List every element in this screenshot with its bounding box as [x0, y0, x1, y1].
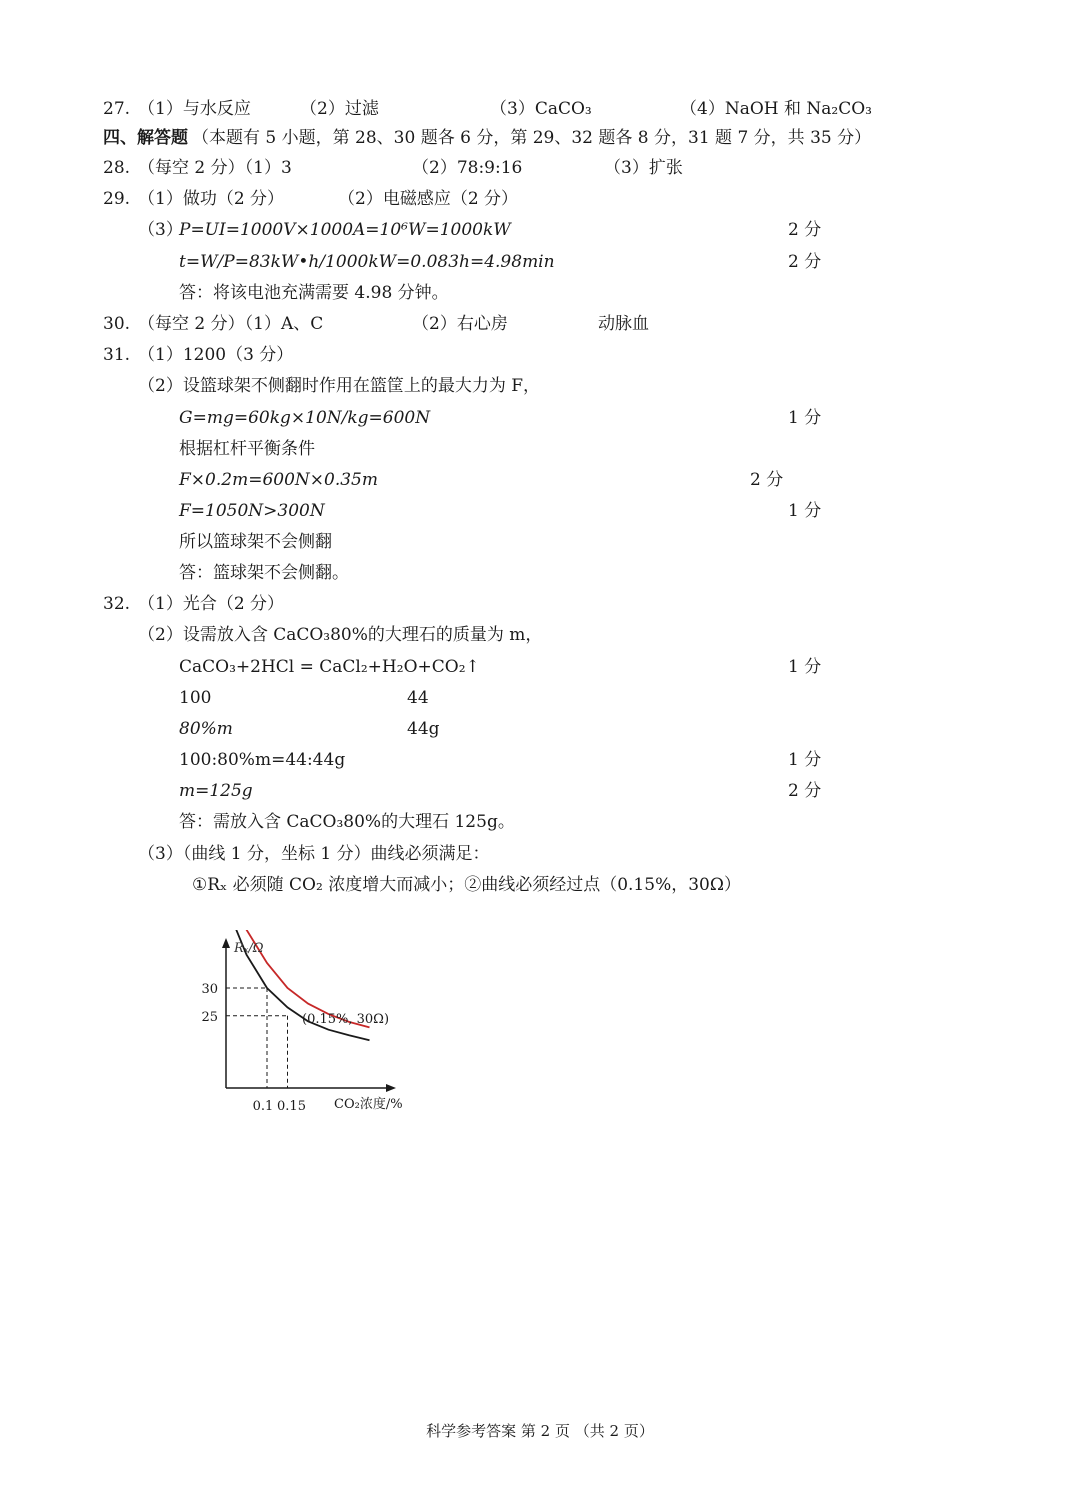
q32-part3-conditions: ①Rₓ 必须随 CO₂ 浓度增大而减小；②曲线必须经过点（0.15%，30Ω） [192, 875, 741, 895]
q32-proportion-score: 1 分 [788, 750, 822, 770]
q29-number: 29. [103, 189, 131, 209]
q31-answer-2: （2）设篮球架不侧翻时作用在篮筐上的最大力为 F， [138, 376, 541, 396]
q32-result-score: 2 分 [788, 781, 822, 801]
q31-answer-1: （1）1200（3 分） [138, 345, 294, 365]
q29-answer-1: （1）做功（2 分） [138, 189, 285, 209]
y-tick-25: 25 [201, 1009, 218, 1025]
q31-lever-formula: F×0.2m=600N×0.35m [179, 470, 378, 490]
q27-number: 27. [103, 99, 131, 119]
y-axis-label: Rₓ/Ω [234, 941, 264, 956]
q31-gravity-formula: G=mg=60kg×10N/kg=600N [179, 408, 431, 428]
q32-result: m=125g [179, 781, 253, 801]
q29-part3-prefix: （3） [138, 220, 183, 240]
q29-power-score: 2 分 [788, 220, 822, 240]
section-description: （本题有 5 小题，第 28、30 题各 6 分，第 29、32 题各 8 分，31 题 7 分，共 35 分） [192, 128, 872, 148]
q32-number: 32. [103, 594, 131, 614]
section-title: 四、解答题 [103, 128, 188, 148]
q29-power-formula: P=UI=1000V×1000A=10⁶W=1000kW [179, 220, 511, 240]
q29-answer-2: （2）电磁感应（2 分） [338, 189, 519, 209]
y-tick-30: 30 [201, 982, 218, 997]
q32-answer-2: （2）设需放入含 CaCO₃80%的大理石的质量为 m， [138, 625, 543, 645]
q31-gravity-score: 1 分 [788, 408, 822, 428]
q30-number: 30. [103, 314, 131, 334]
x-axis-label: CO₂浓度/% [334, 1097, 403, 1112]
point-annotation: (0.15%, 30Ω) [302, 1012, 390, 1027]
q29-time-score: 2 分 [788, 252, 822, 272]
q31-force-score: 1 分 [788, 501, 822, 521]
q31-lever-score: 2 分 [750, 470, 784, 490]
q30-answer-1: （每空 2 分）（1）A、C [138, 314, 324, 334]
q32-mass-unknown: 80%m [179, 719, 233, 739]
q27-answer-2: （2）过滤 [300, 99, 379, 119]
q28-number: 28. [103, 158, 131, 178]
q30-answer-3: 动脉血 [598, 314, 649, 334]
q31-lever-condition: 根据杠杆平衡条件 [179, 439, 315, 459]
resistance-co2-chart [190, 930, 430, 1120]
x-tick-0.15: 0.15 [277, 1099, 306, 1114]
x-axis-arrow [386, 1084, 396, 1092]
q32-molar-100: 100 [179, 688, 212, 708]
q31-answer-statement: 答：篮球架不会侧翻。 [179, 563, 349, 583]
q28-answer-3: （3）扩张 [604, 158, 683, 178]
q32-chemical-equation: CaCO₃+2HCl = CaCl₂+H₂O+CO₂↑ [179, 657, 480, 677]
q32-equation-score: 1 分 [788, 657, 822, 677]
q31-force-result: F=1050N>300N [179, 501, 325, 521]
q27-answer-1: （1）与水反应 [138, 99, 251, 119]
q32-molar-44: 44 [407, 688, 429, 708]
q27-answer-4: （4）NaOH 和 Na₂CO₃ [680, 99, 872, 119]
y-axis-arrow [222, 938, 230, 948]
q29-answer-statement: 答：将该电池充满需要 4.98 分钟。 [179, 283, 449, 303]
q32-part3: （3）（曲线 1 分，坐标 1 分）曲线必须满足： [138, 844, 490, 864]
q28-answer-1: （每空 2 分）（1）3 [138, 158, 292, 178]
page-footer: 科学参考答案 第 2 页 （共 2 页） [426, 1422, 654, 1440]
q27-answer-3: （3）CaCO₃ [490, 99, 592, 119]
q31-number: 31. [103, 345, 131, 365]
q32-mass-44g: 44g [407, 719, 440, 739]
q31-conclusion: 所以篮球架不会侧翻 [179, 532, 332, 552]
q32-answer-1: （1）光合（2 分） [138, 594, 285, 614]
q32-answer-statement: 答：需放入含 CaCO₃80%的大理石 125g。 [179, 812, 515, 832]
q28-answer-2: （2）78:9:16 [412, 158, 523, 178]
q29-time-formula: t=W/P=83kW•h/1000kW=0.083h=4.98min [179, 252, 555, 272]
q30-answer-2: （2）右心房 [412, 314, 508, 334]
q32-proportion: 100:80%m=44:44g [179, 750, 346, 770]
x-tick-0.1: 0.1 [252, 1099, 274, 1114]
